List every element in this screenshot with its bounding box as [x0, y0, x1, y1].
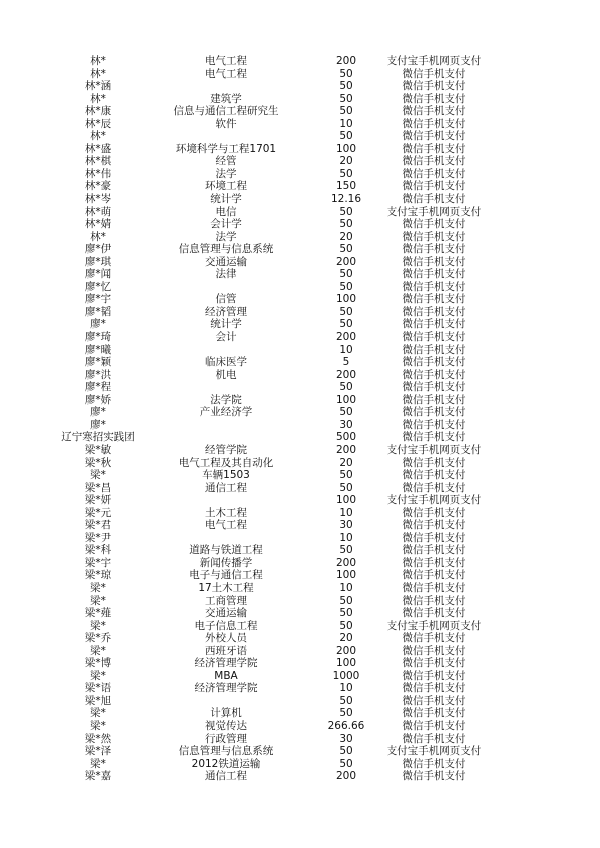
donation-amount: 200 [335, 255, 357, 268]
donor-major: 电子信息工程 [194, 619, 258, 632]
donor-name: 廖*洪 [84, 368, 112, 381]
table-row [0, 595, 600, 608]
donor-major: 道路与铁道工程 [189, 544, 263, 557]
donor-major: 建筑学 [210, 92, 242, 105]
donor-major: 经济管理学院 [194, 657, 258, 670]
donation-amount: 100 [335, 569, 357, 582]
donor-name: 廖*伊 [84, 243, 112, 256]
table-row [0, 620, 600, 633]
payment-method: 支付宝手机网页支付 [386, 205, 482, 218]
table-row [0, 80, 600, 93]
payment-method: 微信手机支付 [402, 707, 466, 720]
donation-amount: 20 [339, 456, 353, 469]
donor-name: 梁*薤 [84, 607, 112, 620]
donor-name: 廖*忆 [84, 280, 112, 293]
payment-method: 微信手机支付 [402, 268, 466, 281]
donor-major: 行政管理 [205, 732, 247, 745]
donation-amount: 1000 [332, 669, 360, 682]
payment-method: 微信手机支付 [402, 657, 466, 670]
payment-method: 微信手机支付 [402, 155, 466, 168]
donor-name: 梁* [90, 719, 106, 732]
payment-method: 支付宝手机网页支付 [386, 745, 482, 758]
table-row [0, 394, 600, 407]
table-row [0, 469, 600, 482]
donor-major: 电气工程及其自动化 [178, 456, 274, 469]
payment-method: 支付宝手机网页支付 [386, 494, 482, 507]
table-row [0, 381, 600, 394]
table-row [0, 444, 600, 457]
donation-amount: 50 [339, 105, 353, 118]
donor-name: 梁*然 [84, 732, 112, 745]
table-row [0, 331, 600, 344]
table-row [0, 419, 600, 432]
table-row [0, 143, 600, 156]
donor-name: 廖*娇 [84, 393, 112, 406]
table-row [0, 431, 600, 444]
donation-amount: 200 [335, 368, 357, 381]
donor-name: 梁*泽 [84, 745, 112, 758]
donation-amount: 200 [335, 556, 357, 569]
donor-name: 林*婧 [84, 218, 112, 231]
donor-name: 林*豪 [84, 180, 112, 193]
payment-method: 微信手机支付 [402, 418, 466, 431]
donation-amount: 50 [339, 92, 353, 105]
payment-method: 微信手机支付 [402, 117, 466, 130]
payment-method: 微信手机支付 [402, 607, 466, 620]
donor-major: 2012铁道运输 [191, 757, 261, 770]
table-row [0, 206, 600, 219]
donation-amount: 50 [339, 481, 353, 494]
donation-amount: 50 [339, 694, 353, 707]
donor-name: 梁*乔 [84, 632, 112, 645]
donor-name: 廖*韬 [84, 305, 112, 318]
payment-method: 微信手机支付 [402, 757, 466, 770]
payment-method: 微信手机支付 [402, 381, 466, 394]
donor-name: 梁* [90, 619, 106, 632]
donor-major: 机电 [215, 368, 237, 381]
donor-major: 17土木工程 [198, 581, 254, 594]
donor-name: 梁*妍 [84, 494, 112, 507]
donor-name: 林*涵 [84, 80, 112, 93]
donation-amount: 10 [339, 506, 353, 519]
payment-method: 微信手机支付 [402, 343, 466, 356]
payment-method: 微信手机支付 [402, 368, 466, 381]
donation-amount: 50 [339, 280, 353, 293]
donor-name: 梁* [90, 757, 106, 770]
payment-method: 微信手机支付 [402, 193, 466, 206]
donor-name: 梁*宇 [84, 556, 112, 569]
donation-table [0, 55, 600, 783]
payment-method: 微信手机支付 [402, 581, 466, 594]
donation-amount: 200 [335, 770, 357, 783]
donor-major: 会计学 [210, 218, 242, 231]
donation-amount: 100 [335, 393, 357, 406]
payment-method: 微信手机支付 [402, 556, 466, 569]
donor-major: 经管 [215, 155, 237, 168]
table-row [0, 55, 600, 68]
table-row [0, 281, 600, 294]
donor-name: 梁*科 [84, 544, 112, 557]
table-row [0, 180, 600, 193]
donor-major: 软件 [215, 117, 237, 130]
donor-name: 林*盛 [84, 142, 112, 155]
donation-amount: 100 [335, 293, 357, 306]
donation-amount: 10 [339, 682, 353, 695]
payment-method: 微信手机支付 [402, 481, 466, 494]
table-row [0, 168, 600, 181]
donor-name: 梁*元 [84, 506, 112, 519]
donor-name: 廖*程 [84, 381, 112, 394]
payment-method: 微信手机支付 [402, 544, 466, 557]
table-row [0, 406, 600, 419]
donation-amount: 50 [339, 130, 353, 143]
table-row [0, 193, 600, 206]
donor-major: 西班牙语 [205, 644, 247, 657]
table-row [0, 770, 600, 783]
payment-method: 微信手机支付 [402, 305, 466, 318]
donation-amount: 12.16 [330, 193, 362, 206]
payment-method: 微信手机支付 [402, 230, 466, 243]
donation-amount: 20 [339, 155, 353, 168]
table-row [0, 532, 600, 545]
donor-major: 法学 [215, 167, 237, 180]
donor-major: 信息与通信工程研究生 [173, 105, 279, 118]
donor-major: 工商管理 [205, 594, 247, 607]
donor-major: 视觉传达 [205, 719, 247, 732]
table-row [0, 632, 600, 645]
payment-method: 微信手机支付 [402, 80, 466, 93]
donation-amount: 50 [339, 305, 353, 318]
donation-amount: 50 [339, 406, 353, 419]
donor-major: 法学 [215, 230, 237, 243]
donor-name: 林* [90, 55, 106, 67]
donor-name: 廖*琪 [84, 255, 112, 268]
donation-amount: 100 [335, 657, 357, 670]
donation-amount: 50 [339, 544, 353, 557]
table-row [0, 645, 600, 658]
donor-name: 梁* [90, 669, 106, 682]
donor-name: 梁* [90, 707, 106, 720]
table-row [0, 218, 600, 231]
donor-name: 林* [90, 230, 106, 243]
payment-method: 微信手机支付 [402, 255, 466, 268]
donor-major: 信管 [215, 293, 237, 306]
donor-major: 环境工程 [205, 180, 247, 193]
donor-name: 林*萌 [84, 205, 112, 218]
donor-major: 法律 [215, 268, 237, 281]
donation-amount: 50 [339, 318, 353, 331]
table-row [0, 707, 600, 720]
table-row [0, 306, 600, 319]
donor-name: 廖*曦 [84, 343, 112, 356]
donation-amount: 500 [335, 431, 357, 444]
donor-name: 梁*旭 [84, 694, 112, 707]
donor-major: 计算机 [210, 707, 242, 720]
table-row [0, 369, 600, 382]
donation-amount: 50 [339, 469, 353, 482]
table-row [0, 507, 600, 520]
donor-name: 林*辰 [84, 117, 112, 130]
donation-amount: 266.66 [327, 719, 365, 732]
donor-major: 临床医学 [205, 356, 247, 369]
table-row [0, 256, 600, 269]
donation-amount: 20 [339, 632, 353, 645]
donation-amount: 20 [339, 230, 353, 243]
donation-amount: 50 [339, 243, 353, 256]
table-row [0, 494, 600, 507]
donor-name: 林*岑 [84, 193, 112, 206]
payment-method: 微信手机支付 [402, 406, 466, 419]
donor-major: MBA [214, 669, 238, 682]
donor-name: 梁* [90, 581, 106, 594]
table-row [0, 356, 600, 369]
donation-amount: 100 [335, 494, 357, 507]
donor-major: 信息管理与信息系统 [178, 745, 274, 758]
donor-major: 电气工程 [205, 519, 247, 532]
payment-method: 支付宝手机网页支付 [386, 619, 482, 632]
donation-amount: 50 [339, 619, 353, 632]
table-row [0, 569, 600, 582]
donor-name: 廖*琦 [84, 331, 112, 344]
donor-name: 廖* [90, 318, 106, 331]
table-row [0, 130, 600, 143]
table-row [0, 733, 600, 746]
donor-major: 电气工程 [205, 55, 247, 67]
payment-method: 微信手机支付 [402, 694, 466, 707]
payment-method: 微信手机支付 [402, 531, 466, 544]
donation-amount: 30 [339, 732, 353, 745]
donor-name: 梁*君 [84, 519, 112, 532]
donor-major: 通信工程 [205, 481, 247, 494]
donor-name: 梁*尹 [84, 531, 112, 544]
donation-amount: 200 [335, 331, 357, 344]
payment-method: 微信手机支付 [402, 142, 466, 155]
payment-method: 微信手机支付 [402, 719, 466, 732]
table-row [0, 682, 600, 695]
donor-name: 林* [90, 67, 106, 80]
donation-amount: 50 [339, 745, 353, 758]
payment-method: 微信手机支付 [402, 280, 466, 293]
donor-major: 会计 [215, 331, 237, 344]
payment-method: 微信手机支付 [402, 569, 466, 582]
payment-method: 微信手机支付 [402, 594, 466, 607]
table-row [0, 519, 600, 532]
payment-method: 微信手机支付 [402, 506, 466, 519]
table-row [0, 720, 600, 733]
donor-name: 廖* [90, 418, 106, 431]
donor-major: 电子与通信工程 [189, 569, 263, 582]
donor-name: 梁* [90, 644, 106, 657]
table-row [0, 745, 600, 758]
payment-method: 微信手机支付 [402, 519, 466, 532]
table-row [0, 293, 600, 306]
payment-method: 微信手机支付 [402, 356, 466, 369]
donor-major: 交通运输 [205, 255, 247, 268]
table-row [0, 457, 600, 470]
donor-name: 辽宁寒招实践团 [61, 431, 135, 444]
donation-amount: 50 [339, 757, 353, 770]
donor-name: 梁*语 [84, 682, 112, 695]
table-row [0, 231, 600, 244]
payment-method: 微信手机支付 [402, 393, 466, 406]
table-row [0, 68, 600, 81]
donation-amount: 10 [339, 117, 353, 130]
donation-amount: 10 [339, 531, 353, 544]
donor-major: 外校人员 [205, 632, 247, 645]
donor-major: 经管学院 [205, 443, 247, 456]
donor-major: 统计学 [210, 193, 242, 206]
table-row [0, 243, 600, 256]
donor-major: 土木工程 [205, 506, 247, 519]
table-row [0, 482, 600, 495]
payment-method: 微信手机支付 [402, 431, 466, 444]
donor-major: 信息管理与信息系统 [178, 243, 274, 256]
donor-major: 经济管理学院 [194, 682, 258, 695]
table-row [0, 318, 600, 331]
donor-major: 统计学 [210, 318, 242, 331]
payment-method: 微信手机支付 [402, 167, 466, 180]
payment-method: 微信手机支付 [402, 130, 466, 143]
donation-amount: 5 [342, 356, 350, 369]
donation-amount: 200 [335, 55, 357, 67]
payment-method: 微信手机支付 [402, 180, 466, 193]
payment-method: 微信手机支付 [402, 105, 466, 118]
donation-amount: 50 [339, 381, 353, 394]
donor-major: 新闻传播学 [199, 556, 253, 569]
payment-method: 微信手机支付 [402, 456, 466, 469]
payment-method: 微信手机支付 [402, 243, 466, 256]
donation-amount: 150 [335, 180, 357, 193]
payment-method: 微信手机支付 [402, 92, 466, 105]
payment-method: 微信手机支付 [402, 770, 466, 783]
donor-major: 产业经济学 [199, 406, 253, 419]
table-row [0, 268, 600, 281]
donation-amount: 50 [339, 80, 353, 93]
donation-amount: 50 [339, 707, 353, 720]
table-row [0, 582, 600, 595]
donor-name: 廖* [90, 406, 106, 419]
payment-method: 支付宝手机网页支付 [386, 55, 482, 67]
donor-name: 梁*琼 [84, 569, 112, 582]
donor-major: 交通运输 [205, 607, 247, 620]
donor-name: 林*伟 [84, 167, 112, 180]
donation-amount: 50 [339, 268, 353, 281]
table-row [0, 657, 600, 670]
table-row [0, 544, 600, 557]
donation-amount: 30 [339, 418, 353, 431]
payment-method: 微信手机支付 [402, 331, 466, 344]
donation-amount: 100 [335, 142, 357, 155]
table-row [0, 93, 600, 106]
donation-amount: 50 [339, 594, 353, 607]
donor-major: 电信 [215, 205, 237, 218]
payment-method: 微信手机支付 [402, 644, 466, 657]
table-row [0, 105, 600, 118]
table-row [0, 557, 600, 570]
donation-amount: 200 [335, 644, 357, 657]
donor-name: 梁*昌 [84, 481, 112, 494]
payment-method: 微信手机支付 [402, 293, 466, 306]
payment-method: 微信手机支付 [402, 67, 466, 80]
table-row [0, 758, 600, 771]
donor-major: 通信工程 [205, 770, 247, 783]
donor-major: 经济管理 [205, 305, 247, 318]
donor-name: 林*棋 [84, 155, 112, 168]
payment-method: 微信手机支付 [402, 682, 466, 695]
payment-method: 微信手机支付 [402, 732, 466, 745]
donor-name: 梁*嘉 [84, 770, 112, 783]
donation-amount: 10 [339, 581, 353, 594]
table-row [0, 344, 600, 357]
table-row [0, 118, 600, 131]
donor-name: 梁*敏 [84, 443, 112, 456]
donor-name: 廖*宇 [84, 293, 112, 306]
donor-name: 林*康 [84, 105, 112, 118]
donor-name: 廖*颖 [84, 356, 112, 369]
donor-name: 梁*博 [84, 657, 112, 670]
donation-amount: 50 [339, 167, 353, 180]
table-row [0, 607, 600, 620]
table-row [0, 695, 600, 708]
donor-name: 梁*秋 [84, 456, 112, 469]
donor-name: 梁* [90, 594, 106, 607]
donor-major: 法学院 [210, 393, 242, 406]
donor-name: 梁* [90, 469, 106, 482]
table-row [0, 155, 600, 168]
payment-method: 微信手机支付 [402, 218, 466, 231]
donor-major: 车辆1503 [202, 469, 250, 482]
donation-amount: 50 [339, 67, 353, 80]
donation-amount: 50 [339, 218, 353, 231]
payment-method: 微信手机支付 [402, 318, 466, 331]
payment-method: 支付宝手机网页支付 [386, 443, 482, 456]
donor-name: 林* [90, 92, 106, 105]
donor-major: 环境科学与工程1701 [175, 142, 277, 155]
payment-method: 微信手机支付 [402, 469, 466, 482]
payment-method: 微信手机支付 [402, 669, 466, 682]
donor-major: 电气工程 [205, 67, 247, 80]
payment-method: 微信手机支付 [402, 632, 466, 645]
donor-name: 林* [90, 130, 106, 143]
table-row [0, 670, 600, 683]
donation-amount: 10 [339, 343, 353, 356]
donation-amount: 50 [339, 205, 353, 218]
donation-amount: 30 [339, 519, 353, 532]
donor-name: 廖*闻 [84, 268, 112, 281]
donation-amount: 50 [339, 607, 353, 620]
donation-amount: 200 [335, 443, 357, 456]
